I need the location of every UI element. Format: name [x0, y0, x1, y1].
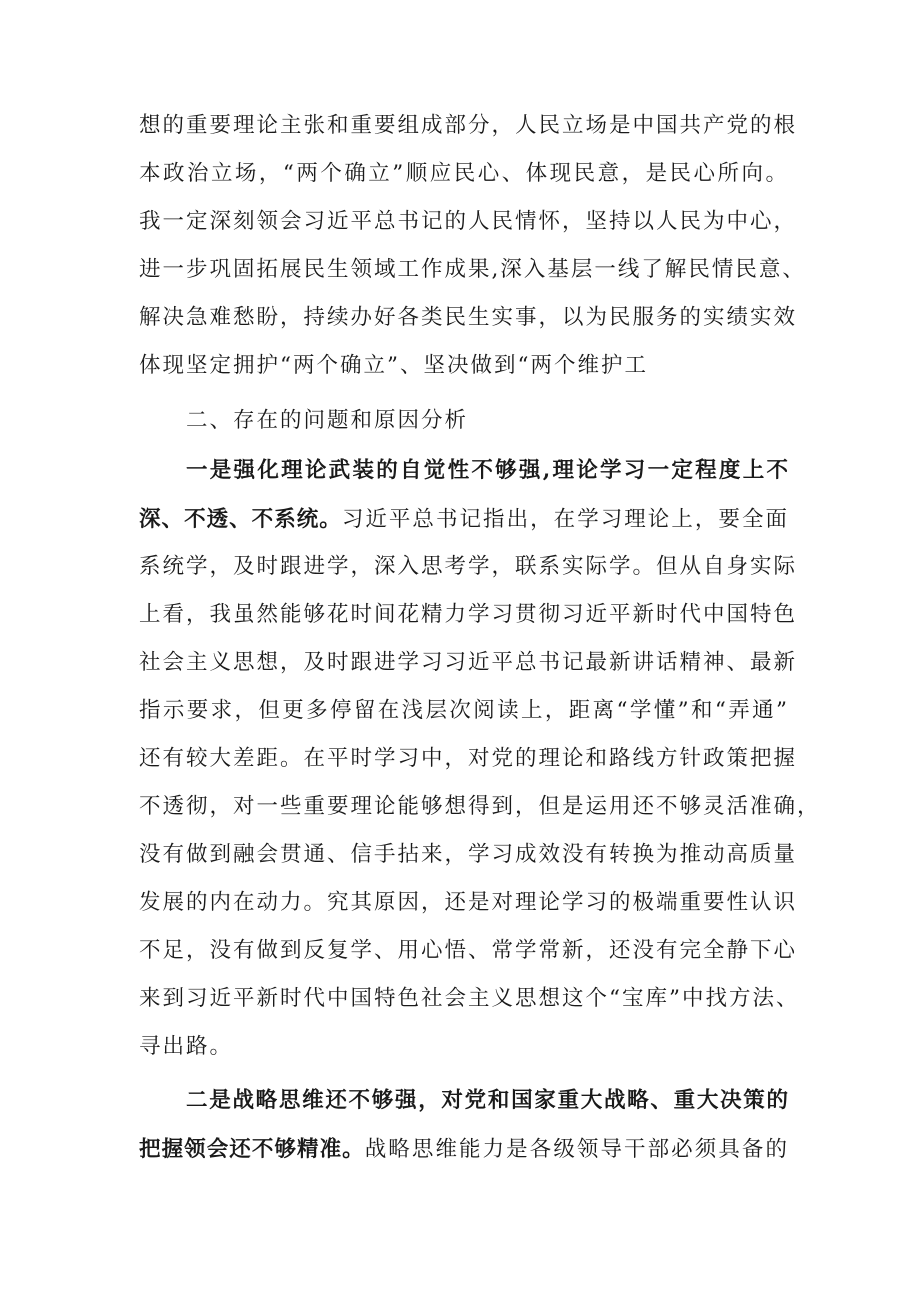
paragraph-2-line-6: 指示要求，但更多停留在浅层次阅读上，距离“学懂”和“弄通” — [139, 698, 789, 723]
paragraph-1-line-3: 我一定深刻领会习近平总书记的人民情怀，坚持以人民为中心， — [139, 209, 798, 234]
paragraph-1-line-5: 解决急难愁盼，持续办好各类民生实事，以为民服务的实绩实效 — [139, 305, 798, 330]
paragraph-2-bold-line-1: 一是强化理论武装的自觉性不够强,理论学习一定程度上不 — [186, 458, 789, 483]
paragraph-1-line-4: 进一步巩固拓展民生领域工作成果,深入基层一线了解民情民意、 — [139, 257, 806, 282]
paragraph-2-line-11: 不足，没有做到反复学、用心悟、常学常新，还没有完全静下心 — [139, 938, 798, 963]
paragraph-2-line-5: 社会主义思想，及时跟进学习习近平总书记最新讲话精神、最新 — [139, 650, 798, 675]
paragraph-2-line-9: 没有做到融会贯通、信手拈来，学习成效没有转换为推动高质量 — [139, 842, 798, 867]
paragraph-3-bold-prefix: 把握领会还不够精准。 — [139, 1137, 365, 1162]
paragraph-2-line-2-rest: 习近平总书记指出，在学习理论上，要全面 — [341, 507, 789, 532]
paragraph-2-line-4: 上看，我虽然能够花时间花精力学习贯彻习近平新时代中国特色 — [139, 602, 798, 627]
paragraph-1-line-1: 想的重要理论主张和重要组成部分，人民立场是中国共产党的根 — [139, 113, 798, 138]
paragraph-2-line-10: 发展的内在动力。究其原因，还是对理论学习的极端重要性认识 — [139, 890, 798, 915]
paragraph-2-bold-prefix: 深、不透、不系统。 — [139, 507, 342, 532]
paragraph-1-line-6: 体现坚定拥护“两个确立”、坚决做到“两个维护工 — [139, 353, 648, 378]
paragraph-2-line-3: 系统学，及时跟进学，深入思考学，联系实际学。但从自身实际 — [139, 554, 798, 579]
paragraph-3-line-2-rest: 战略思维能力是各级领导干部必须具备的 — [364, 1137, 789, 1162]
paragraph-2-line-13: 寻出路。 — [139, 1034, 234, 1059]
paragraph-1-line-2: 本政治立场，“两个确立”顺应民心、体现民意，是民心所向。 — [139, 161, 789, 186]
paragraph-2-line-2 — [139, 500, 789, 540]
paragraph-2-line-8: 不透彻，对一些重要理论能够想得到，但是运用还不够灵活准确， — [139, 794, 821, 819]
paragraph-3-line-2 — [139, 1130, 789, 1170]
paragraph-2-line-7: 还有较大差距。在平时学习中，对党的理论和路线方针政策把握 — [139, 746, 798, 771]
paragraph-3-bold-line-1: 二是战略思维还不够强，对党和国家重大战略、重大决策的 — [186, 1088, 789, 1113]
section-heading: 二、存在的问题和原因分析 — [186, 408, 469, 433]
paragraph-2-line-12: 来到习近平新时代中国特色社会主义思想这个“宝库”中找方法、 — [139, 986, 800, 1011]
